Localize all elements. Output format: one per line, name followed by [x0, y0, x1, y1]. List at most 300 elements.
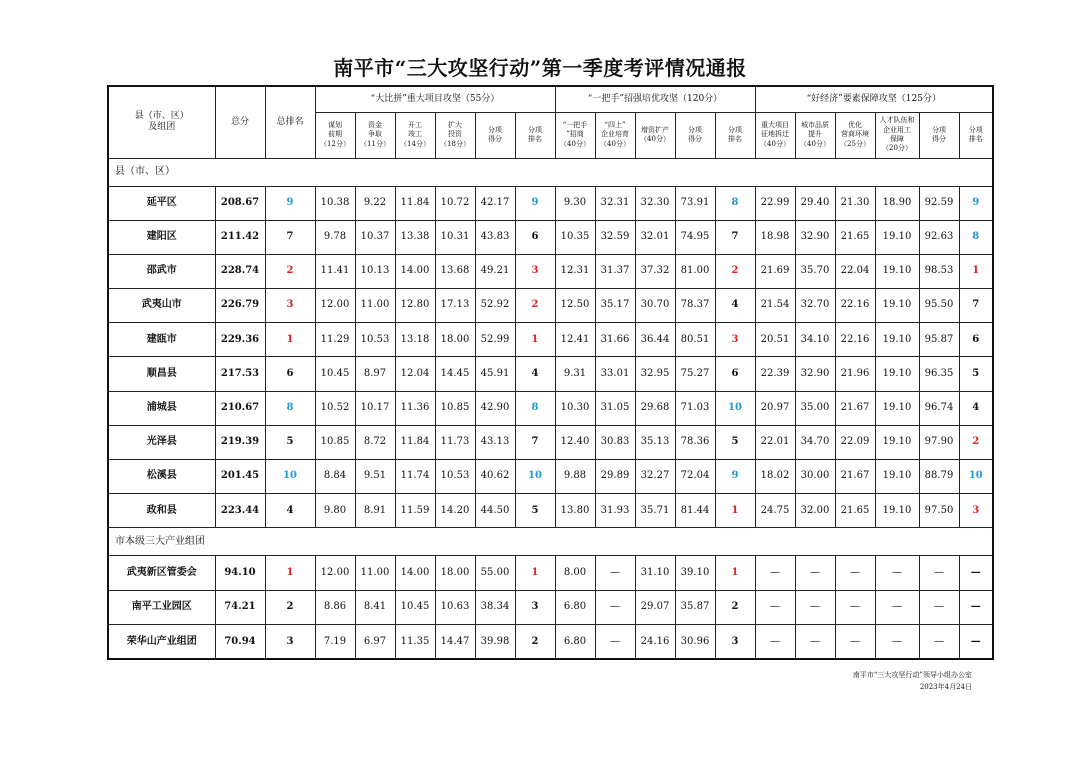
- header-g3-col-3: 优化 营商环境 （25分）: [835, 112, 875, 158]
- g2-sub-score: 78.37: [675, 289, 715, 323]
- total-score: 217.53: [215, 357, 265, 391]
- g2-score: 30.70: [635, 289, 675, 323]
- g3-score: 19.10: [875, 254, 919, 288]
- page-title: 南平市“三大攻坚行动”第一季度考评情况通报: [333, 56, 747, 80]
- g3-score: —: [795, 590, 835, 625]
- g2-score: 32.27: [635, 460, 675, 494]
- g1-score: 14.47: [435, 625, 475, 660]
- g2-score: 32.30: [635, 186, 675, 220]
- header-group-major-projects: “大比拼”重大项目攻坚（55分）: [315, 86, 555, 112]
- g1-score: 12.00: [315, 556, 355, 591]
- table-row: [108, 323, 993, 357]
- g1-score: 10.63: [435, 590, 475, 625]
- g2-sub-score: 81.00: [675, 254, 715, 288]
- g1-score: 9.51: [355, 460, 395, 494]
- g2-score: 31.05: [595, 391, 635, 425]
- table-row: [108, 425, 993, 459]
- header-g2-col-5: 分项 排名: [715, 112, 755, 158]
- g2-rank: 1: [715, 556, 755, 591]
- g3-sub-score: —: [919, 556, 959, 591]
- g2-score: 29.07: [635, 590, 675, 625]
- g1-score: 10.45: [395, 590, 435, 625]
- table-row: [108, 556, 993, 591]
- table-row: [108, 220, 993, 254]
- g3-score: 22.09: [835, 425, 875, 459]
- g3-sub-score: 96.74: [919, 391, 959, 425]
- g3-score: —: [875, 625, 919, 660]
- g2-sub-score: 80.51: [675, 323, 715, 357]
- g2-score: 12.31: [555, 254, 595, 288]
- g1-score: 14.00: [395, 254, 435, 288]
- g3-sub-score: 88.79: [919, 460, 959, 494]
- g2-score: 10.30: [555, 391, 595, 425]
- g2-score: 8.00: [555, 556, 595, 591]
- g2-score: 35.13: [635, 425, 675, 459]
- g3-score: 22.16: [835, 289, 875, 323]
- total-rank: 6: [265, 357, 315, 391]
- total-rank: 3: [265, 625, 315, 660]
- header-region-org: 县（市、区） 及组团: [108, 86, 215, 158]
- g3-rank: 8: [959, 220, 993, 254]
- g2-score: 35.17: [595, 289, 635, 323]
- g2-score: 30.83: [595, 425, 635, 459]
- g3-rank: 2: [959, 425, 993, 459]
- g1-score: 10.31: [435, 220, 475, 254]
- region-name: 松溪县: [108, 460, 215, 494]
- g1-rank: 6: [515, 220, 555, 254]
- g2-sub-score: 71.03: [675, 391, 715, 425]
- table-row: [108, 494, 993, 528]
- g2-score: 32.59: [595, 220, 635, 254]
- g3-rank: —: [959, 590, 993, 625]
- total-rank: 1: [265, 556, 315, 591]
- g1-score: 10.45: [315, 357, 355, 391]
- g1-score: 10.85: [315, 425, 355, 459]
- g1-score: 13.18: [395, 323, 435, 357]
- g3-score: 21.67: [835, 460, 875, 494]
- region-name: 武夷新区管委会: [108, 556, 215, 591]
- g1-score: 14.20: [435, 494, 475, 528]
- header-total-score: 总分: [215, 86, 265, 158]
- g2-score: 36.44: [635, 323, 675, 357]
- g2-rank: 1: [715, 494, 755, 528]
- header-g3-col-6: 分项 排名: [959, 112, 993, 158]
- g3-score: 22.04: [835, 254, 875, 288]
- g1-score: 11.84: [395, 186, 435, 220]
- g1-sub-score: 42.17: [475, 186, 515, 220]
- g3-score: 21.65: [835, 494, 875, 528]
- g1-score: 10.13: [355, 254, 395, 288]
- g1-score: 12.04: [395, 357, 435, 391]
- g2-score: 29.89: [595, 460, 635, 494]
- g1-score: 11.36: [395, 391, 435, 425]
- g3-rank: 5: [959, 357, 993, 391]
- g1-score: 10.38: [315, 186, 355, 220]
- g1-rank: 1: [515, 556, 555, 591]
- g2-score: —: [595, 625, 635, 660]
- g1-score: 10.85: [435, 391, 475, 425]
- g1-rank: 3: [515, 590, 555, 625]
- g3-rank: 9: [959, 186, 993, 220]
- total-score: 94.10: [215, 556, 265, 591]
- total-rank: 4: [265, 494, 315, 528]
- g3-rank: 4: [959, 391, 993, 425]
- g1-rank: 5: [515, 494, 555, 528]
- g2-rank: 2: [715, 254, 755, 288]
- header-g1-col-5: 分项 得分: [475, 112, 515, 158]
- g3-score: 22.16: [835, 323, 875, 357]
- g1-sub-score: 49.21: [475, 254, 515, 288]
- g3-score: 20.97: [755, 391, 795, 425]
- section-label: 县（市、区）: [108, 158, 993, 186]
- section-row: [108, 528, 993, 556]
- g1-sub-score: 40.62: [475, 460, 515, 494]
- header-g2-col-1: “一把手 ”招商 （40分）: [555, 112, 595, 158]
- header-g2-col-2: “四上” 企业培育 （40分）: [595, 112, 635, 158]
- g1-score: 10.52: [315, 391, 355, 425]
- g2-rank: 3: [715, 625, 755, 660]
- g1-score: 11.74: [395, 460, 435, 494]
- g3-score: —: [795, 556, 835, 591]
- total-score: 211.42: [215, 220, 265, 254]
- g3-score: 32.90: [795, 220, 835, 254]
- g1-score: 13.68: [435, 254, 475, 288]
- g3-rank: 10: [959, 460, 993, 494]
- g1-score: 6.97: [355, 625, 395, 660]
- g2-score: 29.68: [635, 391, 675, 425]
- g1-rank: 2: [515, 289, 555, 323]
- g2-score: 13.80: [555, 494, 595, 528]
- g3-score: 21.54: [755, 289, 795, 323]
- g3-score: 18.98: [755, 220, 795, 254]
- g3-score: 21.67: [835, 391, 875, 425]
- header-g1-col-2: 资金 争取 （11分）: [355, 112, 395, 158]
- g2-sub-score: 74.95: [675, 220, 715, 254]
- g2-score: 32.95: [635, 357, 675, 391]
- g3-rank: —: [959, 625, 993, 660]
- total-rank: 8: [265, 391, 315, 425]
- g2-score: 12.41: [555, 323, 595, 357]
- g2-score: —: [595, 590, 635, 625]
- g1-score: 10.17: [355, 391, 395, 425]
- g3-score: —: [875, 590, 919, 625]
- g3-score: 22.39: [755, 357, 795, 391]
- g3-score: —: [755, 590, 795, 625]
- g1-score: 8.86: [315, 590, 355, 625]
- g3-score: 19.10: [875, 460, 919, 494]
- header-g1-col-1: 谋划 前期 （12分）: [315, 112, 355, 158]
- region-name: 政和县: [108, 494, 215, 528]
- g3-rank: 7: [959, 289, 993, 323]
- g1-sub-score: 39.98: [475, 625, 515, 660]
- total-score: 210.67: [215, 391, 265, 425]
- region-name: 建瓯市: [108, 323, 215, 357]
- g3-score: 19.10: [875, 323, 919, 357]
- g2-score: 6.80: [555, 625, 595, 660]
- region-name: 顺昌县: [108, 357, 215, 391]
- g3-score: 35.70: [795, 254, 835, 288]
- g3-score: —: [835, 556, 875, 591]
- header-total-rank: 总排名: [265, 86, 315, 158]
- g3-rank: 1: [959, 254, 993, 288]
- g3-score: —: [755, 625, 795, 660]
- g3-score: 21.30: [835, 186, 875, 220]
- g2-score: 32.01: [635, 220, 675, 254]
- g3-score: 19.10: [875, 494, 919, 528]
- g1-rank: 1: [515, 323, 555, 357]
- header-g1-col-4: 扩大 投资 （18分）: [435, 112, 475, 158]
- g1-score: 12.80: [395, 289, 435, 323]
- g1-sub-score: 42.90: [475, 391, 515, 425]
- g2-score: 31.93: [595, 494, 635, 528]
- g1-score: 8.84: [315, 460, 355, 494]
- g3-score: 34.70: [795, 425, 835, 459]
- g3-score: 20.51: [755, 323, 795, 357]
- g1-score: 14.45: [435, 357, 475, 391]
- g2-score: 35.71: [635, 494, 675, 528]
- g3-rank: 3: [959, 494, 993, 528]
- g1-score: 11.84: [395, 425, 435, 459]
- g3-score: 19.10: [875, 220, 919, 254]
- g1-sub-score: 43.83: [475, 220, 515, 254]
- g2-sub-score: 78.36: [675, 425, 715, 459]
- table-row: [108, 391, 993, 425]
- g3-score: 21.65: [835, 220, 875, 254]
- g3-score: —: [835, 590, 875, 625]
- g3-score: 32.00: [795, 494, 835, 528]
- g3-sub-score: —: [919, 625, 959, 660]
- g3-score: —: [755, 556, 795, 591]
- g3-score: 19.10: [875, 425, 919, 459]
- g3-score: 24.75: [755, 494, 795, 528]
- g2-score: 31.37: [595, 254, 635, 288]
- g3-score: 21.96: [835, 357, 875, 391]
- footer-date: 2023年4月24日: [919, 683, 972, 691]
- g1-rank: 2: [515, 625, 555, 660]
- g2-score: 37.32: [635, 254, 675, 288]
- g2-rank: 9: [715, 460, 755, 494]
- g1-score: 18.00: [435, 323, 475, 357]
- g1-score: 9.22: [355, 186, 395, 220]
- total-rank: 5: [265, 425, 315, 459]
- g3-score: 34.10: [795, 323, 835, 357]
- region-name: 光泽县: [108, 425, 215, 459]
- g3-sub-score: —: [919, 590, 959, 625]
- g3-score: 32.90: [795, 357, 835, 391]
- g1-sub-score: 38.34: [475, 590, 515, 625]
- g3-rank: 6: [959, 323, 993, 357]
- g2-sub-score: 39.10: [675, 556, 715, 591]
- total-rank: 10: [265, 460, 315, 494]
- table-row: [108, 289, 993, 323]
- g3-score: 30.00: [795, 460, 835, 494]
- total-score: 223.44: [215, 494, 265, 528]
- g3-score: 19.10: [875, 289, 919, 323]
- g2-score: 6.80: [555, 590, 595, 625]
- g1-score: 9.78: [315, 220, 355, 254]
- g2-score: 9.88: [555, 460, 595, 494]
- g3-sub-score: 95.50: [919, 289, 959, 323]
- section-label: 市本级三大产业组团: [108, 528, 993, 556]
- total-rank: 2: [265, 254, 315, 288]
- table-row: [108, 186, 993, 220]
- g1-score: 8.72: [355, 425, 395, 459]
- g3-score: 19.10: [875, 391, 919, 425]
- region-name: 邵武市: [108, 254, 215, 288]
- g2-score: 32.31: [595, 186, 635, 220]
- g3-score: 22.99: [755, 186, 795, 220]
- g1-score: 11.29: [315, 323, 355, 357]
- g3-score: 19.10: [875, 357, 919, 391]
- footer-issuer: 南平市“三大攻坚行动”领导小组办公室: [852, 671, 972, 679]
- g2-rank: 10: [715, 391, 755, 425]
- g1-rank: 8: [515, 391, 555, 425]
- g1-score: 11.00: [355, 289, 395, 323]
- g2-score: 12.40: [555, 425, 595, 459]
- header-row-groups: [108, 86, 993, 112]
- g1-score: 10.72: [435, 186, 475, 220]
- g2-rank: 5: [715, 425, 755, 459]
- g1-score: 13.38: [395, 220, 435, 254]
- g3-score: 35.00: [795, 391, 835, 425]
- g2-score: 12.50: [555, 289, 595, 323]
- g2-score: 31.66: [595, 323, 635, 357]
- total-score: 208.67: [215, 186, 265, 220]
- total-score: 201.45: [215, 460, 265, 494]
- g2-score: 31.10: [635, 556, 675, 591]
- g1-score: 11.73: [435, 425, 475, 459]
- header-g3-col-2: 城市品质 提升 （40分）: [795, 112, 835, 158]
- g3-sub-score: 98.53: [919, 254, 959, 288]
- header-g1-col-3: 开工 竣工 （14分）: [395, 112, 435, 158]
- g1-score: 9.80: [315, 494, 355, 528]
- g2-score: —: [595, 556, 635, 591]
- g1-score: 8.41: [355, 590, 395, 625]
- total-score: 70.94: [215, 625, 265, 660]
- header-group-factor-guarantee: “好经济”要素保障攻坚（125分）: [755, 86, 993, 112]
- g1-score: 11.35: [395, 625, 435, 660]
- header-g2-col-3: 增资扩产 （40分）: [635, 112, 675, 158]
- g1-score: 8.91: [355, 494, 395, 528]
- g2-sub-score: 81.44: [675, 494, 715, 528]
- g3-rank: —: [959, 556, 993, 591]
- total-score: 229.36: [215, 323, 265, 357]
- g1-score: 11.59: [395, 494, 435, 528]
- g2-rank: 6: [715, 357, 755, 391]
- total-score: 74.21: [215, 590, 265, 625]
- g1-rank: 4: [515, 357, 555, 391]
- g1-score: 10.53: [435, 460, 475, 494]
- header-g2-col-4: 分项 得分: [675, 112, 715, 158]
- g1-sub-score: 44.50: [475, 494, 515, 528]
- g2-rank: 8: [715, 186, 755, 220]
- g3-score: 29.40: [795, 186, 835, 220]
- g2-score: 9.30: [555, 186, 595, 220]
- total-rank: 3: [265, 289, 315, 323]
- g1-score: 14.00: [395, 556, 435, 591]
- header-group-investment: “一把手”招强培优攻坚（120分）: [555, 86, 755, 112]
- table-row: [108, 357, 993, 391]
- g3-score: 22.01: [755, 425, 795, 459]
- region-name: 延平区: [108, 186, 215, 220]
- g3-sub-score: 97.50: [919, 494, 959, 528]
- g2-sub-score: 72.04: [675, 460, 715, 494]
- g1-score: 10.53: [355, 323, 395, 357]
- g2-sub-score: 75.27: [675, 357, 715, 391]
- g3-score: 18.02: [755, 460, 795, 494]
- evaluation-table: [107, 85, 994, 660]
- g1-score: 8.97: [355, 357, 395, 391]
- g1-score: 18.00: [435, 556, 475, 591]
- region-name: 荣华山产业组团: [108, 625, 215, 660]
- table-row: [108, 254, 993, 288]
- g3-score: 18.90: [875, 186, 919, 220]
- g1-score: 11.00: [355, 556, 395, 591]
- g1-score: 10.37: [355, 220, 395, 254]
- g3-score: —: [795, 625, 835, 660]
- total-score: 219.39: [215, 425, 265, 459]
- section-row: [108, 158, 993, 186]
- g3-sub-score: 97.90: [919, 425, 959, 459]
- g2-rank: 4: [715, 289, 755, 323]
- g1-sub-score: 45.91: [475, 357, 515, 391]
- g3-score: 32.70: [795, 289, 835, 323]
- g1-score: 17.13: [435, 289, 475, 323]
- g3-sub-score: 92.63: [919, 220, 959, 254]
- g1-score: 7.19: [315, 625, 355, 660]
- header-g1-col-6: 分项 排名: [515, 112, 555, 158]
- total-rank: 7: [265, 220, 315, 254]
- g1-sub-score: 55.00: [475, 556, 515, 591]
- total-score: 228.74: [215, 254, 265, 288]
- region-name: 建阳区: [108, 220, 215, 254]
- g1-sub-score: 43.13: [475, 425, 515, 459]
- total-score: 226.79: [215, 289, 265, 323]
- region-name: 南平工业园区: [108, 590, 215, 625]
- g1-score: 12.00: [315, 289, 355, 323]
- g3-sub-score: 92.59: [919, 186, 959, 220]
- g2-score: 24.16: [635, 625, 675, 660]
- g2-sub-score: 35.87: [675, 590, 715, 625]
- region-name: 武夷山市: [108, 289, 215, 323]
- header-g3-col-1: 重大项目 征地拆迁 （40分）: [755, 112, 795, 158]
- header-g3-col-4: 人才队伍和 企业用工 保障 （20分）: [875, 112, 919, 158]
- g1-rank: 7: [515, 425, 555, 459]
- total-rank: 9: [265, 186, 315, 220]
- g2-sub-score: 30.96: [675, 625, 715, 660]
- g3-score: —: [875, 556, 919, 591]
- g1-sub-score: 52.92: [475, 289, 515, 323]
- g1-rank: 3: [515, 254, 555, 288]
- table-row: [108, 625, 993, 660]
- region-name: 浦城县: [108, 391, 215, 425]
- g2-score: 10.35: [555, 220, 595, 254]
- g2-sub-score: 73.91: [675, 186, 715, 220]
- g3-sub-score: 95.87: [919, 323, 959, 357]
- g1-rank: 9: [515, 186, 555, 220]
- g3-score: 21.69: [755, 254, 795, 288]
- g3-score: —: [835, 625, 875, 660]
- total-rank: 1: [265, 323, 315, 357]
- g1-sub-score: 52.99: [475, 323, 515, 357]
- total-rank: 2: [265, 590, 315, 625]
- g1-score: 11.41: [315, 254, 355, 288]
- g2-rank: 7: [715, 220, 755, 254]
- g2-score: 9.31: [555, 357, 595, 391]
- table-row: [108, 590, 993, 625]
- g2-rank: 2: [715, 590, 755, 625]
- header-g3-col-5: 分项 得分: [919, 112, 959, 158]
